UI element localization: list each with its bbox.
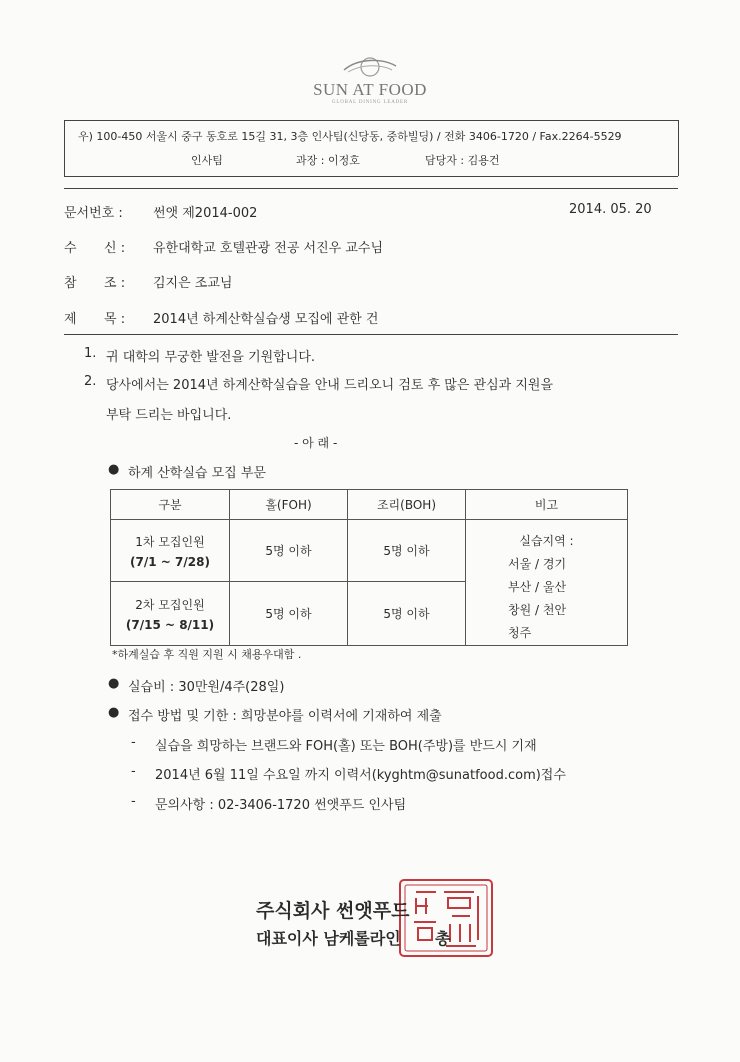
- sub2-text: 2014년 6월 11일 수요일 까지 이력서(kyghtm@sunatfood.com)접수: [155, 768, 566, 783]
- sub3-text: 문의사항 : 02-3406-1720 썬앳푸드 인사팀: [155, 798, 407, 813]
- note-text: *하계실습 후 직원 지원 시 채용우대함 .: [112, 648, 302, 661]
- ref-value: 김지은 조교님: [153, 276, 233, 291]
- dash-marker: -: [131, 735, 136, 750]
- brand-logo: SUN AT FOOD: [313, 80, 427, 99]
- pay-text: 실습비 : 30만원/4주(28일): [128, 680, 285, 695]
- row2-period: (7/15 ~ 8/11): [125, 617, 215, 632]
- ref-label-b: 조 :: [104, 276, 126, 291]
- row2-label: 2차 모집인원: [135, 597, 205, 612]
- row1-boh: 5명 이하: [348, 520, 466, 582]
- remarks-title: 실습지역 :: [519, 534, 574, 548]
- to-label-a: 수: [64, 241, 77, 256]
- table-header: 구분: [111, 490, 230, 520]
- doc-date: 2014. 05. 20: [569, 202, 652, 217]
- subject-rule: [64, 334, 678, 335]
- table-header-row: [111, 490, 628, 520]
- row2-boh: 5명 이하: [348, 582, 466, 646]
- row1-foh: 5명 이하: [230, 520, 348, 582]
- docno-label: 문서번호 :: [64, 206, 123, 221]
- ceo-name: 대표이사 남케롤라인: [256, 929, 401, 948]
- header-left-rule: [64, 120, 65, 176]
- header-bottom-rule: [64, 176, 678, 177]
- table-row: [111, 520, 628, 582]
- bullet-icon: ●: [108, 705, 120, 720]
- to-label-b: 신 :: [104, 241, 126, 256]
- remarks-line: 서울 / 경기: [508, 557, 567, 571]
- team-name: 인사팀: [191, 154, 223, 167]
- dash-marker: -: [131, 794, 136, 809]
- recruitment-table: [110, 489, 628, 646]
- item1-number: 1.: [84, 346, 97, 361]
- header-separator: [64, 188, 678, 189]
- item2-number: 2.: [84, 374, 97, 389]
- row1-label-cell: [111, 520, 230, 582]
- to-value: 유한대학교 호텔관광 전공 서진우 교수님: [153, 241, 384, 256]
- item1-text: 귀 대학의 무궁한 발전을 기원합니다.: [106, 350, 316, 365]
- remarks-line: 청주: [508, 626, 532, 640]
- remarks-line: 부산 / 울산: [508, 580, 567, 594]
- subject-label-a: 제: [64, 312, 77, 327]
- apply-text: 접수 방법 및 기한 : 희망분야를 이력서에 기재하여 제출: [128, 709, 442, 724]
- dash-marker: -: [131, 764, 136, 779]
- item2-line1: 당사에서는 2014년 하계산학실습을 안내 드리오니 검토 후 많은 관심과 지원을: [106, 378, 554, 393]
- header-top-rule: [64, 120, 678, 121]
- remarks-cell: [466, 520, 628, 646]
- manager-name: 과장 : 이정호: [296, 154, 360, 167]
- section1-title: 하계 산학실습 모집 부문: [128, 466, 266, 481]
- subject-label-b: 목 :: [104, 312, 126, 327]
- company-name: 주식회사 썬앳푸드: [256, 900, 410, 922]
- table-header: 홀(FOH): [230, 490, 348, 520]
- bullet-icon: ●: [108, 462, 120, 477]
- subject-value: 2014년 하계산학실습생 모집에 관한 건: [153, 312, 379, 327]
- bullet-icon: ●: [108, 676, 120, 691]
- docno-value: 썬앳 제2014-002: [153, 206, 258, 221]
- table-header: 비고: [466, 490, 628, 520]
- item2-line2: 부탁 드리는 바입니다.: [106, 408, 232, 423]
- ref-label-a: 참: [64, 276, 77, 291]
- logo-globe-icon: [336, 52, 404, 82]
- table-header: 조리(BOH): [348, 490, 466, 520]
- row2-label-cell: [111, 582, 230, 646]
- contact-name: 담당자 : 김용건: [425, 154, 500, 167]
- header-right-rule: [678, 120, 679, 176]
- sub1-text: 실습을 희망하는 브랜드와 FOH(홀) 또는 BOH(주방)를 반드시 기재: [155, 739, 537, 754]
- seal-mark: 총: [435, 929, 451, 948]
- brand-subtitle: GLOBAL DINING LEADER: [331, 100, 409, 105]
- row1-period: (7/1 ~ 7/28): [130, 554, 210, 569]
- address-line: 우) 100-450 서울시 중구 동호로 15길 31, 3층 인사팀(신당동, 중하빌딩) / 전화 3406-1720 / Fax.2264-5529: [78, 130, 622, 143]
- row2-foh: 5명 이하: [230, 582, 348, 646]
- row1-label: 1차 모집인원: [135, 534, 205, 549]
- below-heading: - 아 래 -: [294, 436, 338, 450]
- remarks-line: 창원 / 천안: [508, 603, 567, 617]
